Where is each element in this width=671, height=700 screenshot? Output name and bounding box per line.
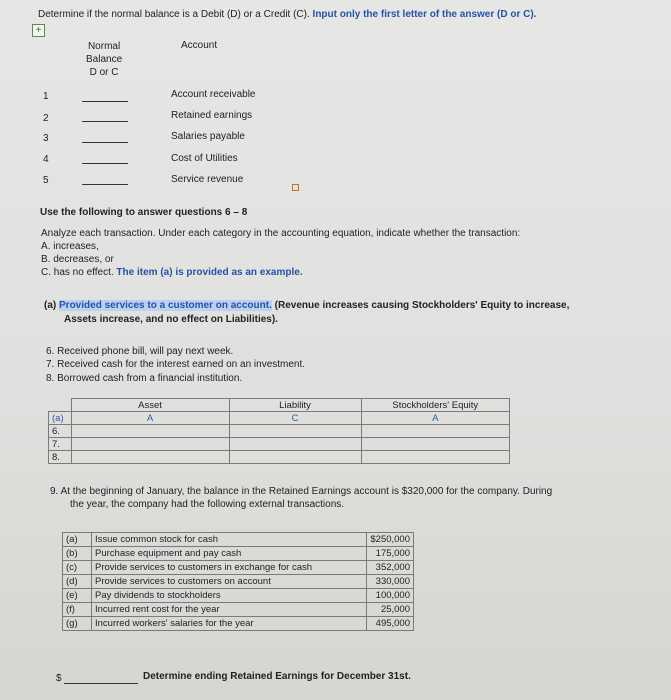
asset-header: Asset xyxy=(71,399,229,412)
question-9-line1 xyxy=(50,486,552,497)
row-number: 4 xyxy=(43,154,49,165)
transaction-desc: Incurred workers' salaries for the year xyxy=(92,617,367,631)
row-label: 7. xyxy=(49,438,72,451)
equation-row-7 xyxy=(49,438,510,451)
answer-blank-1[interactable] xyxy=(82,101,128,102)
option-a: A. increases, xyxy=(41,241,99,252)
row-number: 2 xyxy=(43,113,49,124)
section-intro: Analyze each transaction. Under each category in the accounting equation, indicate whether the transaction: xyxy=(41,228,521,239)
transaction-desc: Provide services to customers in exchange for cash xyxy=(92,561,367,575)
transaction-desc: Provide services to customers on account xyxy=(92,575,367,589)
question-6: 6. Received phone bill, will pay next week. xyxy=(46,346,234,357)
asset-answer: A xyxy=(71,412,229,425)
transactions-table xyxy=(62,532,414,631)
transaction-amount: $250,000 xyxy=(367,533,414,547)
instruction-line xyxy=(38,9,536,20)
equity-answer: A xyxy=(361,412,510,425)
transaction-label: (f) xyxy=(63,603,92,617)
row-label: (a) xyxy=(49,412,72,425)
transaction-row xyxy=(63,547,414,561)
asset-input[interactable] xyxy=(71,451,229,464)
transaction-row xyxy=(63,589,414,603)
transaction-amount: 495,000 xyxy=(367,617,414,631)
row-number: 5 xyxy=(43,175,49,186)
transaction-amount: 175,000 xyxy=(367,547,414,561)
normal-header-line1: Normal xyxy=(87,41,121,52)
answer-blank-3[interactable] xyxy=(82,142,128,143)
option-c: C. has no effect. xyxy=(41,267,114,278)
row-number: 1 xyxy=(43,91,49,102)
account-name: Service revenue xyxy=(171,174,244,185)
transaction-amount: 330,000 xyxy=(367,575,414,589)
instruction-text: Determine if the normal balance is a Debit (D) or a Credit (C). xyxy=(38,9,310,20)
option-c-line xyxy=(41,267,303,278)
example-text-2: Assets increase, and no effect on Liabilities). xyxy=(64,314,278,325)
example-note: The item (a) is provided as an example. xyxy=(116,267,303,278)
equation-row-a xyxy=(49,412,510,425)
asset-input[interactable] xyxy=(71,438,229,451)
transaction-desc: Purchase equipment and pay cash xyxy=(92,547,367,561)
transaction-desc: Pay dividends to stockholders xyxy=(92,589,367,603)
transaction-label: (b) xyxy=(63,547,92,561)
transaction-row xyxy=(63,617,414,631)
answer-prompt: Determine ending Retained Earnings for December 31st. xyxy=(143,671,411,682)
example-text-1: (Revenue increases causing Stockholders' Equity to increase, xyxy=(274,300,570,311)
account-header: Account xyxy=(181,40,218,51)
transaction-amount: 25,000 xyxy=(367,603,414,617)
transaction-row xyxy=(63,533,414,547)
liability-input[interactable] xyxy=(229,425,361,438)
transaction-amount: 352,000 xyxy=(367,561,414,575)
example-title: Provided services to a customer on account. xyxy=(59,300,272,311)
row-label: 6. xyxy=(49,425,72,438)
question-7: 7. Received cash for the interest earned on an investment. xyxy=(46,359,306,370)
cursor-marker-icon xyxy=(292,184,299,191)
normal-header-line3: D or C xyxy=(89,67,119,78)
transaction-label: (g) xyxy=(63,617,92,631)
answer-blank-5[interactable] xyxy=(82,184,128,185)
liability-input[interactable] xyxy=(229,438,361,451)
question-8: 8. Borrowed cash from a financial institution. xyxy=(46,373,243,384)
row-label: 8. xyxy=(49,451,72,464)
section-heading: Use the following to answer questions 6 – 8 xyxy=(40,207,248,218)
equity-input[interactable] xyxy=(361,451,510,464)
normal-header-line2: Balance xyxy=(86,54,123,65)
equation-row-8 xyxy=(49,451,510,464)
transaction-row xyxy=(63,575,414,589)
normal-balance-header xyxy=(86,40,122,79)
answer-blank-4[interactable] xyxy=(82,163,128,164)
transaction-row xyxy=(63,603,414,617)
instruction-highlight: Input only the first letter of the answer (D or C). xyxy=(312,9,537,20)
liability-header: Liability xyxy=(229,399,361,412)
equation-header-row xyxy=(49,399,510,412)
expand-plus-icon[interactable]: + xyxy=(32,24,45,37)
liability-answer: C xyxy=(229,412,361,425)
account-name: Retained earnings xyxy=(171,110,253,121)
transaction-label: (d) xyxy=(63,575,92,589)
answer-blank-2[interactable] xyxy=(82,121,128,122)
transaction-row xyxy=(63,561,414,575)
equation-table xyxy=(48,398,510,464)
account-name: Salaries payable xyxy=(171,131,245,142)
example-line-1 xyxy=(44,300,569,311)
transaction-desc: Incurred rent cost for the year xyxy=(92,603,367,617)
asset-input[interactable] xyxy=(71,425,229,438)
equation-row-6 xyxy=(49,425,510,438)
transaction-desc: Issue common stock for cash xyxy=(92,533,367,547)
liability-input[interactable] xyxy=(229,451,361,464)
transaction-label: (c) xyxy=(63,561,92,575)
example-label: (a) xyxy=(44,300,57,311)
equity-header: Stockholders' Equity xyxy=(361,399,510,412)
transaction-label: (a) xyxy=(63,533,92,547)
equity-input[interactable] xyxy=(361,425,510,438)
transaction-amount: 100,000 xyxy=(367,589,414,603)
question-9-line2: the year, the company had the following external transactions. xyxy=(70,499,345,510)
account-name: Account receivable xyxy=(171,89,256,100)
equity-input[interactable] xyxy=(361,438,510,451)
row-number: 3 xyxy=(43,133,49,144)
question-9-text: 9. At the beginning of January, the balance in the Retained Earnings account is $320,000 for the company. During xyxy=(50,486,553,497)
dollar-sign: $ xyxy=(56,673,62,684)
option-b: B. decreases, or xyxy=(41,254,114,265)
account-name: Cost of Utilities xyxy=(171,153,238,164)
transaction-label: (e) xyxy=(63,589,92,603)
retained-earnings-answer-blank[interactable] xyxy=(64,683,138,684)
